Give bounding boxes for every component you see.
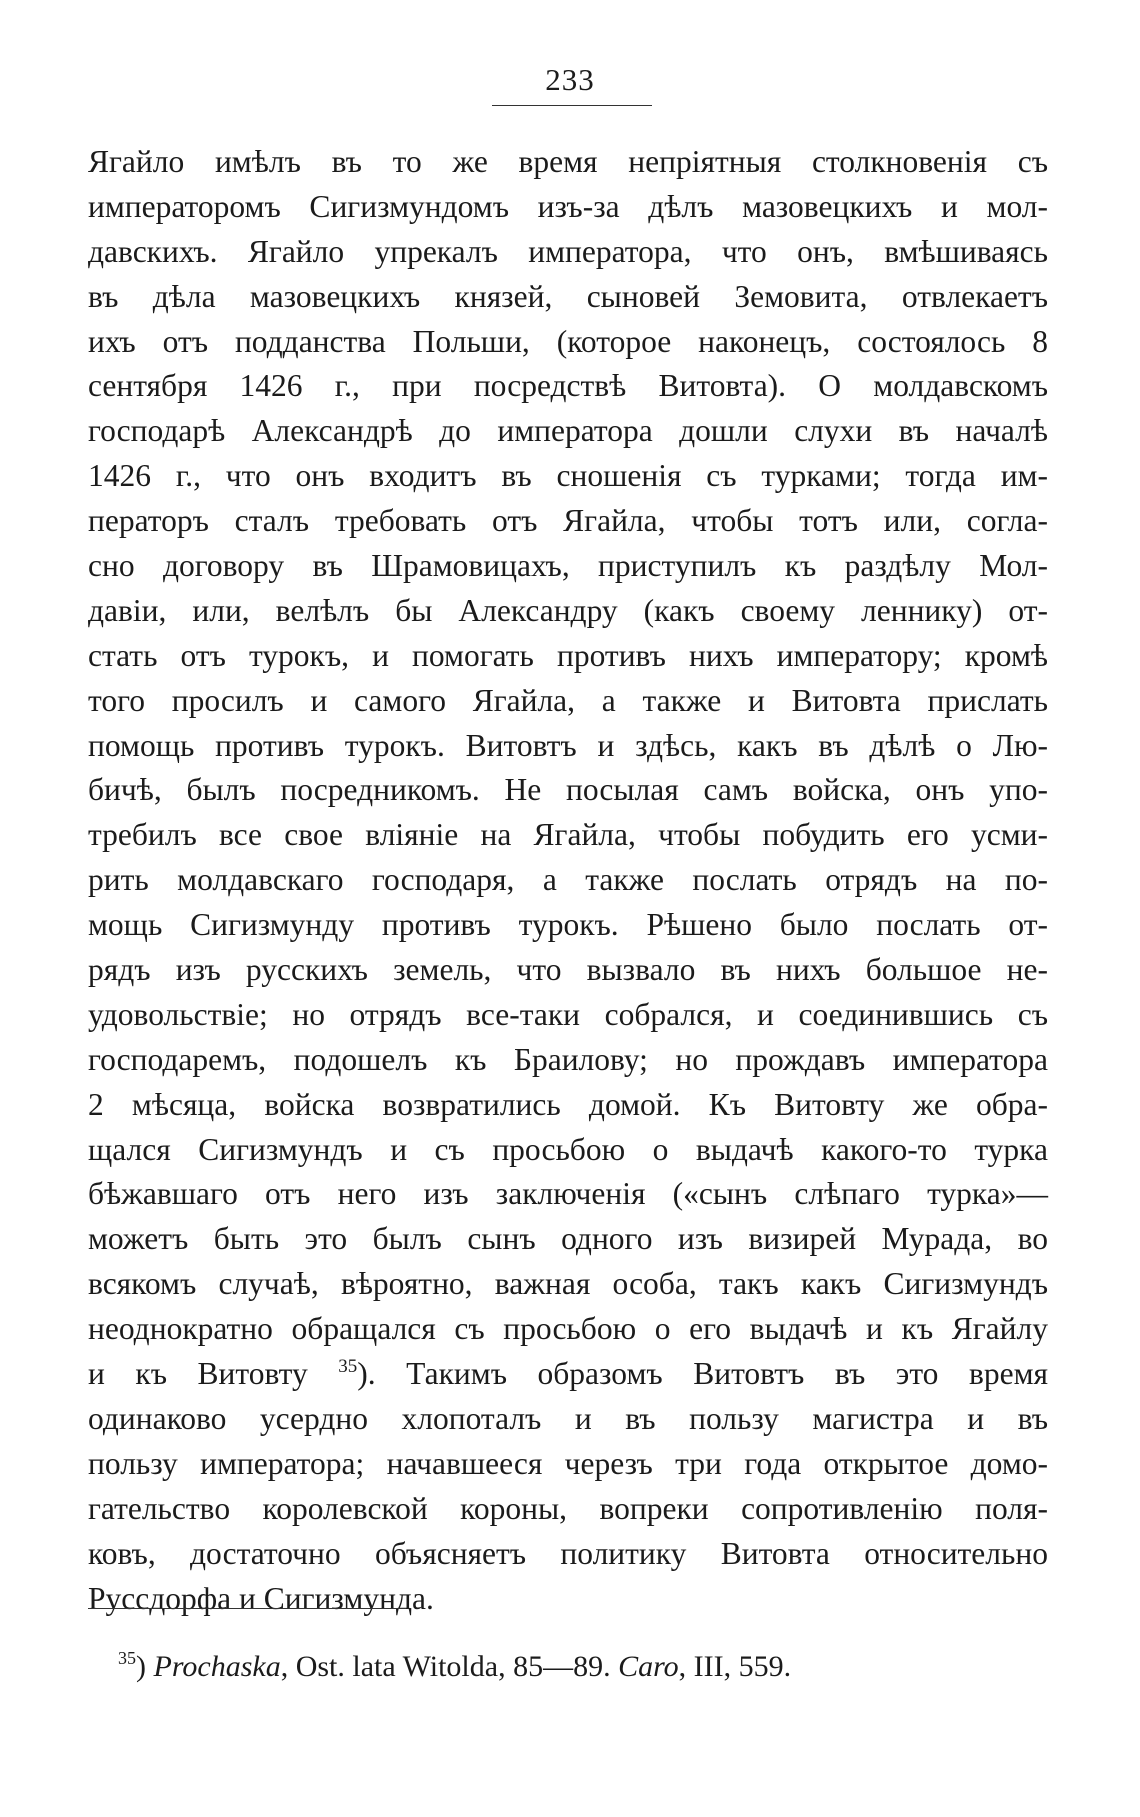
text-line: сно договору въ Шрамовицахъ, приступилъ къ раздѣлу Мол- xyxy=(88,548,1048,584)
text-line: 2 мѣсяца, войска возвратились домой. Къ Витовту же обра- xyxy=(88,1086,1048,1122)
text-line: гательство королевской короны, вопреки сопротивленію поля- xyxy=(88,1490,1048,1526)
footnote-marker: 35 xyxy=(118,1648,136,1668)
text-line: Ягайло имѣлъ въ то же время непріятныя столкновенія съ xyxy=(88,144,1048,179)
text-line: императоромъ Сигизмундомъ изъ-за дѣлъ мазовецкихъ и мол- xyxy=(88,188,1048,224)
text-line: давіи, или, велѣлъ бы Александру (какъ своему леннику) от- xyxy=(88,592,1048,628)
text-line: бичѣ, былъ посредникомъ. Не посылая самъ войска, онъ упо- xyxy=(88,772,1048,808)
text-line: щался Сигизмундъ и съ просьбою о выдачѣ какого-то турка xyxy=(88,1131,1048,1167)
text-line: рядъ изъ русскихъ земель, что вызвало въ нихъ большое не- xyxy=(88,952,1048,988)
footnote xyxy=(118,1650,1018,1684)
text-segment: и къ Витовту xyxy=(88,1356,308,1392)
footnote-paren: ) xyxy=(136,1650,146,1683)
text-line: ковъ, достаточно объясняетъ политику Витовта относительно xyxy=(88,1535,1048,1571)
text-line: ихъ отъ подданства Польши, (которое наконецъ, состоялось 8 xyxy=(88,323,1048,359)
footnote-author: Prochaska xyxy=(153,1650,281,1683)
text-line: стать отъ турокъ, и помогать противъ нихъ императору; кромѣ xyxy=(88,637,1048,673)
text-line: того просилъ и самого Ягайла, а также и Витовта прислать xyxy=(88,682,1048,718)
text-line: бѣжавшаго отъ него изъ заключенія («сынъ слѣпаго турка»— xyxy=(88,1176,1048,1212)
footnote-reference[interactable]: 35 xyxy=(338,1356,358,1378)
text-line: можетъ быть это былъ сынъ одного изъ визирей Мурада, во xyxy=(88,1221,1048,1257)
text-segment: ). Такимъ образомъ Витовтъ въ это время xyxy=(357,1356,1048,1392)
text-line: помощь противъ турокъ. Витовтъ и здѣсь, какъ въ дѣлѣ о Лю- xyxy=(88,727,1048,763)
text-line: мощь Сигизмунду противъ турокъ. Рѣшено было послать от- xyxy=(88,907,1048,943)
text-line: неоднократно обращался съ просьбою о его выдачѣ и къ Ягайлу xyxy=(88,1311,1048,1347)
footnote-citation: , III, 559. xyxy=(678,1650,792,1683)
text-line: Руссдорфа и Сигизмунда. xyxy=(88,1580,434,1616)
text-line: одинаково усердно хлопоталъ и въ пользу магистра и въ xyxy=(88,1400,1048,1436)
footnote-author: Caro xyxy=(618,1650,679,1683)
footnote-citation: , Ost. lata Witolda, 85—89. xyxy=(280,1650,619,1683)
body-text xyxy=(88,140,1048,1621)
text-line: ператоръ сталъ требовать отъ Ягайла, чтобы тотъ или, согла- xyxy=(88,503,1048,539)
text-line: удовольствіе; но отрядъ все-таки собрался, и соединившись съ xyxy=(88,996,1048,1032)
text-line: 1426 г., что онъ входитъ въ сношенія съ турками; тогда им- xyxy=(88,458,1048,494)
text-line: въ дѣла мазовецкихъ князей, сыновей Земовита, отвлекаетъ xyxy=(88,278,1048,314)
text-line: требилъ все свое вліяніе на Ягайла, чтобы побудить его усми- xyxy=(88,817,1048,853)
text-line: рить молдавскаго господаря, а также послать отрядъ на по- xyxy=(88,862,1048,898)
text-line: давскихъ. Ягайло упрекалъ императора, что онъ, вмѣшиваясь xyxy=(88,233,1048,269)
text-line: сентября 1426 г., при посредствѣ Витовта). О молдавскомъ xyxy=(88,368,1048,404)
page-number-rule xyxy=(492,105,652,106)
page-number: 233 xyxy=(545,62,595,97)
text-line: господаремъ, подошелъ къ Браилову; но прождавъ императора xyxy=(88,1041,1048,1077)
text-line: всякомъ случаѣ, вѣроятно, важная особа, такъ какъ Сигизмундъ xyxy=(88,1266,1048,1302)
text-line-with-footnote-ref xyxy=(88,1352,1048,1397)
text-line: господарѣ Александрѣ до императора дошли слухи въ началѣ xyxy=(88,413,1048,449)
text-line: пользу императора; начавшееся черезъ три года открытое домо- xyxy=(88,1445,1048,1481)
footnote-rule xyxy=(88,1608,406,1609)
